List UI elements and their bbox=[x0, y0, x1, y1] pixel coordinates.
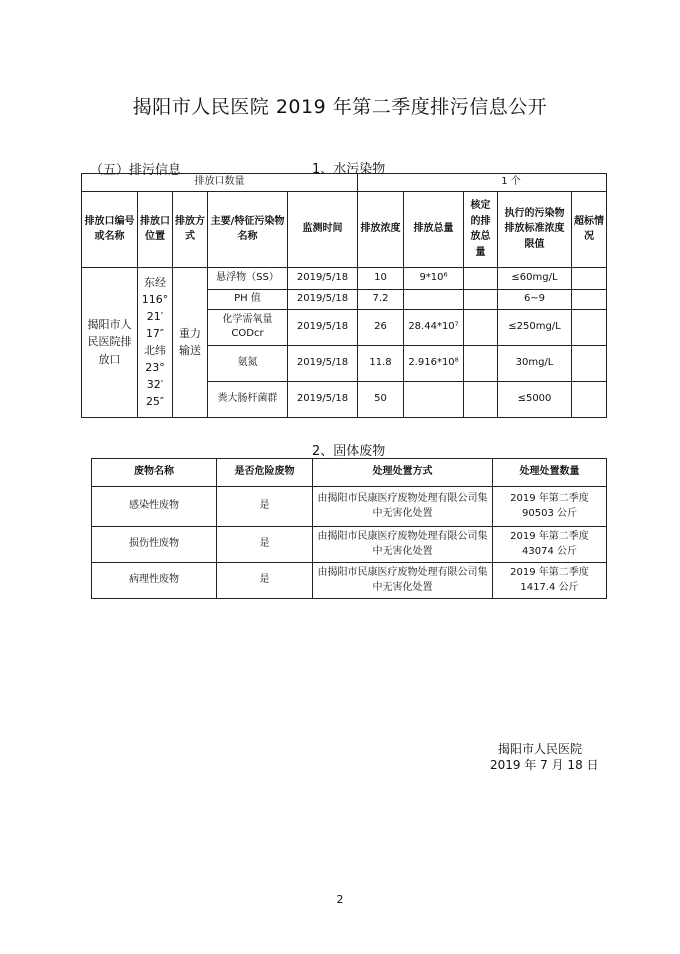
amount-value: 1417.4 公斤 bbox=[520, 581, 579, 593]
hazard-cell: 是 bbox=[217, 487, 313, 527]
exceed-cell bbox=[572, 289, 607, 309]
concentration-cell: 11.8 bbox=[358, 345, 404, 381]
standard-cell: 30mg/L bbox=[498, 345, 572, 381]
pollutant-cell: 氨氮 bbox=[208, 345, 288, 381]
total-cell bbox=[404, 289, 464, 309]
standard-cell: ≤60mg/L bbox=[498, 267, 572, 289]
amount-period: 2019 年第二季度 bbox=[510, 567, 589, 578]
page-number: 2 bbox=[336, 893, 344, 906]
water-pollutants-heading: 1、水污染物 bbox=[312, 162, 386, 177]
header-total: 排放总量 bbox=[404, 191, 464, 267]
monitor-time-cell: 2019/5/18 bbox=[288, 289, 358, 309]
header-waste-name: 废物名称 bbox=[92, 459, 217, 487]
exceed-cell bbox=[572, 345, 607, 381]
header-approved-total: 核定的排放总量 bbox=[464, 191, 498, 267]
outlet-count-value: 1 个 bbox=[358, 174, 607, 192]
concentration-cell: 50 bbox=[358, 381, 404, 417]
total-cell: 28.44*10⁷ bbox=[404, 309, 464, 345]
total-cell: 2.916*10⁸ bbox=[404, 345, 464, 381]
outlet-name: 揭阳市人民医院排放口 bbox=[82, 267, 138, 417]
header-discharge-mode: 排放方式 bbox=[173, 191, 208, 267]
header-hazard: 是否危险废物 bbox=[217, 459, 313, 487]
waste-name-cell: 病理性废物 bbox=[92, 563, 217, 599]
water-pollutants-table bbox=[81, 173, 607, 418]
signature-date: 2019 年 7 月 18 日 bbox=[490, 758, 599, 772]
method-cell: 由揭阳市民康医疗废物处理有限公司集中无害化处置 bbox=[313, 563, 493, 599]
total-cell bbox=[404, 381, 464, 417]
method-cell: 由揭阳市民康医疗废物处理有限公司集中无害化处置 bbox=[313, 487, 493, 527]
exceed-cell bbox=[572, 267, 607, 289]
header-outlet-name: 排放口编号或名称 bbox=[82, 191, 138, 267]
exceed-cell bbox=[572, 381, 607, 417]
total-cell: 9*10⁶ bbox=[404, 267, 464, 289]
header-amount: 处理处置数量 bbox=[493, 459, 607, 487]
header-concentration: 排放浓度 bbox=[358, 191, 404, 267]
pollutant-cell: 粪大肠杆菌群 bbox=[208, 381, 288, 417]
monitor-time-cell: 2019/5/18 bbox=[288, 345, 358, 381]
hazard-cell: 是 bbox=[217, 527, 313, 563]
pollutant-cell: 化学需氧量 CODcr bbox=[208, 309, 288, 345]
concentration-cell: 7.2 bbox=[358, 289, 404, 309]
concentration-cell: 26 bbox=[358, 309, 404, 345]
exceed-cell bbox=[572, 309, 607, 345]
header-outlet-location: 排放口位置 bbox=[138, 191, 173, 267]
approved-total-cell bbox=[464, 267, 498, 289]
amount-period: 2019 年第二季度 bbox=[510, 531, 589, 542]
monitor-time-cell: 2019/5/18 bbox=[288, 381, 358, 417]
pollutant-cell: PH 值 bbox=[208, 289, 288, 309]
standard-cell: ≤250mg/L bbox=[498, 309, 572, 345]
header-monitor-time: 监测时间 bbox=[288, 191, 358, 267]
standard-cell: ≤5000 bbox=[498, 381, 572, 417]
header-pollutant: 主要/特征污染物名称 bbox=[208, 191, 288, 267]
header-standard: 执行的污染物排放标准浓度限值 bbox=[498, 191, 572, 267]
standard-cell: 6~9 bbox=[498, 289, 572, 309]
document-title: 揭阳市人民医院 2019 年第二季度排污信息公开 bbox=[132, 96, 548, 118]
amount-cell bbox=[493, 527, 607, 563]
amount-value: 43074 公斤 bbox=[522, 545, 577, 557]
discharge-mode: 重力输送 bbox=[173, 267, 208, 417]
approved-total-cell bbox=[464, 289, 498, 309]
outlet-count-label: 排放口数量 bbox=[82, 174, 358, 192]
section-label: （五）排污信息 bbox=[90, 163, 182, 178]
hazard-cell: 是 bbox=[217, 563, 313, 599]
approved-total-cell bbox=[464, 309, 498, 345]
waste-name-cell: 感染性废物 bbox=[92, 487, 217, 527]
amount-period: 2019 年第二季度 bbox=[510, 493, 589, 504]
approved-total-cell bbox=[464, 345, 498, 381]
outlet-location: 东经 116° 21′ 17″ 北纬 23° 32′ 25″ bbox=[138, 267, 173, 417]
amount-cell bbox=[493, 487, 607, 527]
signature-org: 揭阳市人民医院 bbox=[498, 742, 583, 756]
solid-waste-heading: 2、固体废物 bbox=[312, 444, 386, 459]
monitor-time-cell: 2019/5/18 bbox=[288, 309, 358, 345]
approved-total-cell bbox=[464, 381, 498, 417]
header-exceed: 超标情况 bbox=[572, 191, 607, 267]
waste-name-cell: 损伤性废物 bbox=[92, 527, 217, 563]
header-method: 处理处置方式 bbox=[313, 459, 493, 487]
pollutant-cell: 悬浮物（SS） bbox=[208, 267, 288, 289]
solid-waste-table bbox=[91, 458, 607, 599]
method-cell: 由揭阳市民康医疗废物处理有限公司集中无害化处置 bbox=[313, 527, 493, 563]
monitor-time-cell: 2019/5/18 bbox=[288, 267, 358, 289]
amount-cell bbox=[493, 563, 607, 599]
concentration-cell: 10 bbox=[358, 267, 404, 289]
amount-value: 90503 公斤 bbox=[522, 507, 577, 519]
